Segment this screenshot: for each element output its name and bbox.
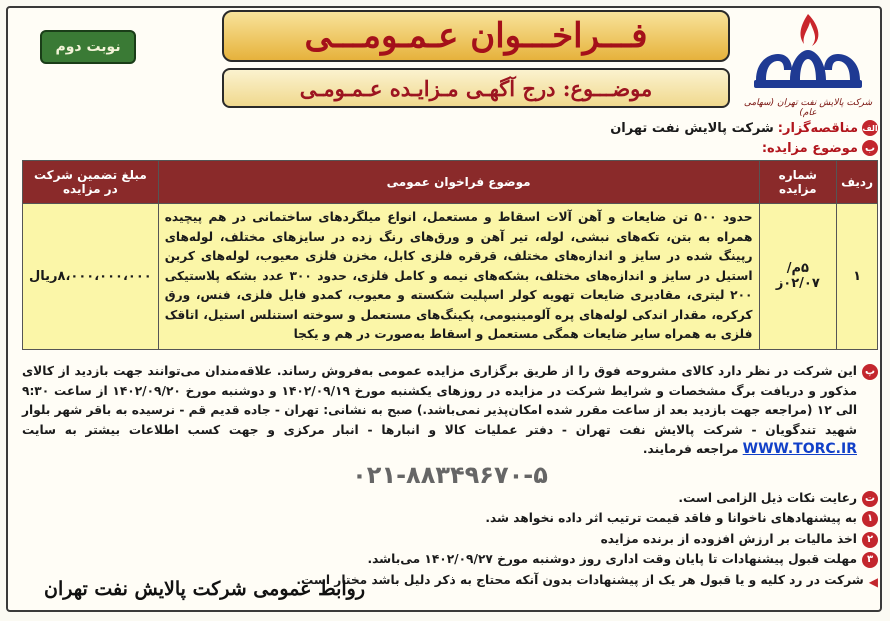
table-header-row (23, 161, 878, 204)
rules-row (22, 489, 878, 509)
notice-title: فـــراخـــوان عـمـومـــی (304, 16, 648, 56)
subject-banner (222, 68, 730, 108)
header-number: شماره مزایده (759, 161, 837, 204)
title-banner (222, 10, 730, 62)
table-row (23, 204, 878, 350)
company-logo (738, 10, 878, 118)
notice-subject: موضـــوع: درج آگهـی مـزایـده عـمـومـی (299, 75, 653, 101)
tenderer-value: شرکت پالایش نفت تهران (610, 120, 774, 136)
item-number: ۲ (862, 532, 878, 548)
item-text: اخذ مالیات بر ارزش افزوده از برنده مزایده (600, 531, 857, 546)
subject-line (762, 138, 878, 158)
alef-badge: الف (862, 120, 878, 136)
round-badge (40, 30, 136, 64)
tenderer-label: مناقصه‌گزار: (777, 120, 858, 136)
list-item (22, 509, 878, 529)
tenderer-line (610, 118, 878, 138)
final-note: شرکت در رد کلیه و یا قبول هر یک از پیشنهادات بدون آنکه محتاج به ذکر دلیل باشد مختار است. (296, 572, 864, 587)
phone-number: ۰۲۱-۸۸۳۴۹۶۷۰-۵ (352, 460, 548, 489)
rules-label: رعایت نکات ذیل الزامی است. (678, 490, 857, 505)
item-text: مهلت قبول پیشنهادات تا پایان وقت اداری روز دوشنبه مورخ ۱۴۰۲/۰۹/۲۷ می‌باشد. (367, 552, 857, 566)
round-badge-label: نوبت دوم (55, 39, 121, 55)
header (20, 6, 884, 118)
te-badge: ت (862, 491, 878, 507)
main-paragraph-text: این شرکت در نظر دارد کالای مشروحه فوق را از طریق برگزاری مزایده عمومی به‌فروش رساند. علاقه‌مندان می‌توانند جهت بازدید از کالای مذکور و دریافت برگ مشخصات و شرایط شرکت در مزایده در روزهای یکشنبه مورخ ۱۴۰۲/۰۹/۱۹ و دوشنبه مورخ ۱۴۰۲/۰۹/۲۰ از ساعت ۹:۳۰ الی ۱۲ (مراجعه جهت بازدید بعد از ساعت مقرر شده امکان‌پذیر نمی‌باشد.) صبح به نشانی: تهران - جاده قدیم قم - نرسیده به باقر شهر بلوار شهید تندگویان - شرکت پالایش نفت تهران - دفتر عملیات کالا و انبارها - انبار مرکزی و جهت کسب اطلاعات بیشتر به سایت (22, 364, 857, 437)
header-index: ردیف (837, 161, 878, 204)
logo-caption: شرکت پالایش نفت تهران (سهامی عام) (743, 98, 873, 118)
main-paragraph-row (22, 362, 878, 460)
list-item (22, 550, 878, 570)
pe-badge: پ (862, 364, 878, 380)
refinery-flame-icon (748, 10, 868, 96)
footer-signature: روابط عمومی شرکت پالایش نفت تهران (44, 578, 366, 600)
website-link[interactable]: WWW.TORC.IR (742, 441, 857, 457)
auction-table (22, 160, 878, 350)
row-number: ۵م/۰۲/۰۷ز (759, 204, 837, 350)
item-number: ۱ (862, 511, 878, 527)
subject-label: موضوع مزایده: (761, 140, 858, 156)
triangle-bullet-icon: ◀ (868, 574, 878, 589)
header-guarantee: مبلغ تضمین شرکت در مزایده (23, 161, 159, 204)
item-text: به پیشنهادهای ناخوانا و فاقد قیمت ترتیب اثر داده نخواهد شد. (485, 511, 857, 525)
header-subject: موضوع فراخوان عمومی (158, 161, 759, 204)
be-badge: ب (862, 140, 878, 156)
row-index: ۱ (837, 204, 878, 350)
row-description: حدود ۵۰۰ تن ضایعات و آهن آلات اسقاط و مستعمل، انواع میلگردهای ساختمانی در هم پیچیده همراه به بتن، تکه‌های نبشی، لوله، تیر آهن و ورق‌های رنگ زده در سایزهای مختلف، لوله‌های رپینگ شده در سایز و اندازه‌های مختلف، قرقره فلزی کابل، مخزن فلزی معیوب، لوله‌های کربن استیل در سایز و اندازه‌های مختلف، بشکه‌های نیمه و کامل فلزی، حدود ۳۰۰ عدد بشکه پلاستیکی ۲۰۰ لیتری، مقادیری ضایعات تهویه کولر اسپلیت شکسته و معیوب، کمدو فایل فلزی، فنس، ورق کرکره، مقدار اندکی لوله‌های پره آلومینیومی، پکینگ‌های مستعمل و سوخته استنلس استیل، اتاقک فلزی به همراه سایر ضایعات همگی مستعمل و اسقاط به‌صورت در هم و یکجا (158, 204, 759, 350)
row-guarantee: ۸،۰۰۰،۰۰۰،۰۰۰ریال (23, 204, 159, 350)
main-paragraph-end: مراجعه فرمایند. (642, 442, 739, 456)
notes-section (22, 362, 878, 593)
item-number: ۳ (862, 552, 878, 568)
list-item (22, 530, 878, 550)
main-paragraph (22, 362, 857, 460)
